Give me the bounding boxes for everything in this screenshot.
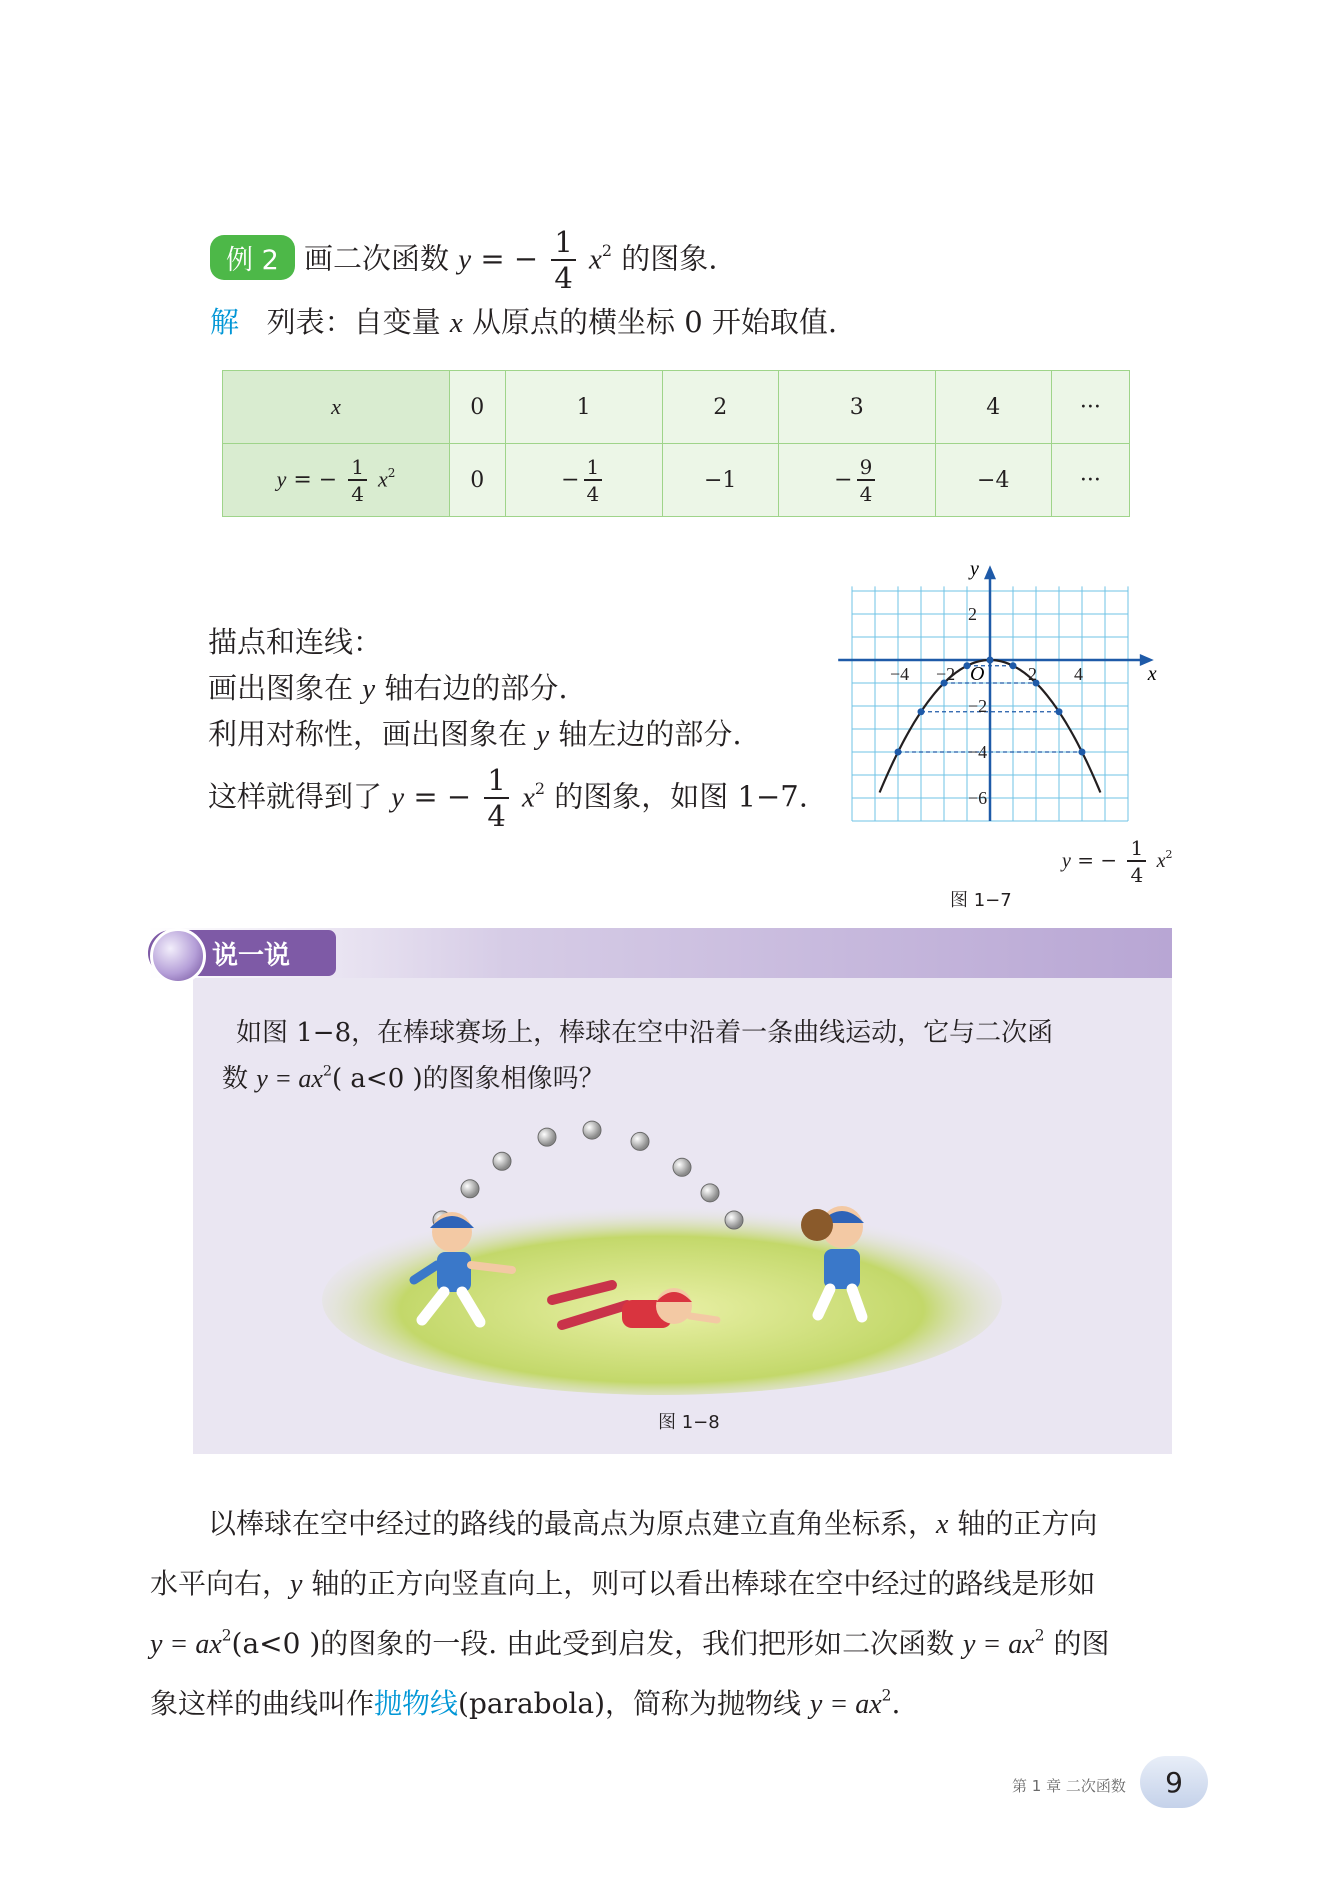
table-header-x: x (223, 371, 450, 444)
baseball (673, 1158, 691, 1176)
say-paragraph-line-2: 数 $y = ax^2$( a<0 )的图象相像吗？ (222, 1063, 605, 1094)
figure-1-7-caption: 图 1−7 (950, 890, 1012, 911)
say-label: 说一说 (148, 930, 336, 976)
example-heading (210, 225, 718, 295)
closing-line-1: 以棒球在空中经过的路线的最高点为原点建立直角坐标系，x 轴的正方向 (208, 1507, 1098, 1540)
data-point (987, 657, 994, 664)
table-cell: ··· (1051, 444, 1129, 517)
x-tick-label: 4 (1074, 664, 1083, 684)
table-cell: − $\frac{9}{4}$ (778, 444, 935, 517)
x-tick-label: 2 (1028, 664, 1037, 684)
origin-label: O (970, 663, 985, 685)
baseball (701, 1184, 719, 1202)
plot-line-4: 这样就得到了 y = − $\frac{1}{4}$ $x^2$ 的图象，如图 1−7. (208, 763, 808, 833)
data-point (1010, 662, 1017, 669)
parabola-term: 抛物线 (374, 1687, 459, 1720)
example-eq-sign: = − (480, 241, 539, 276)
plot-line-1: 描点和连线： (208, 625, 383, 659)
baseball (538, 1128, 556, 1146)
table-cell: −4 (935, 444, 1051, 517)
baseball (461, 1180, 479, 1198)
table-cell: 0 (450, 444, 506, 517)
say-paragraph-line-1: 如图 1−8，在棒球赛场上，棒球在空中沿着一条曲线运动，它与二次函 (236, 1018, 1054, 1048)
graph-axes (838, 565, 1154, 821)
baseball (631, 1132, 649, 1150)
say-icon (150, 928, 206, 984)
data-point (1079, 749, 1086, 756)
closing-line-3: $y = ax^2(a<0$ )的图象的一段. 由此受到启发，我们把形如二次函数 $y = ax^2$ 的图 (150, 1626, 1110, 1660)
table-cell: 2 (662, 371, 778, 444)
baseball-illustration (322, 1100, 1002, 1400)
closing-line-4: 象这样的曲线叫作抛物线(parabola)，简称为抛物线 $y = ax^2$. (150, 1686, 901, 1720)
curve-label: y = − $\frac{1}{4}$ $x^2$ (1062, 836, 1173, 887)
example-fraction: $\frac{1}{4}$ (551, 228, 575, 293)
solution-var: x (449, 307, 463, 339)
example-eq-x: x (589, 243, 602, 276)
y-tick-label: 2 (968, 604, 977, 624)
table-cell: 3 (778, 371, 935, 444)
example-badge: 例 2 (210, 235, 295, 280)
baseball (583, 1121, 601, 1139)
x-tick-label: −2 (936, 664, 956, 684)
example-text: 画二次函数 (303, 241, 449, 276)
table-cell: − $\frac{1}{4}$ (505, 444, 662, 517)
value-table (222, 370, 1130, 517)
table-row (223, 371, 1130, 444)
y-axis-label: y (970, 558, 979, 581)
data-point (1056, 708, 1063, 715)
page-number: 9 (1140, 1756, 1208, 1808)
table-cell: ··· (1051, 371, 1129, 444)
data-point (895, 749, 902, 756)
solution-label: 解 (210, 305, 240, 339)
example-eq-y: y (458, 243, 472, 276)
y-tick-label: −4 (968, 742, 988, 762)
y-axis-arrow (984, 565, 996, 579)
baseball (725, 1211, 743, 1229)
example-text-after: 的图象. (621, 241, 718, 276)
solution-text: 列表：自变量 (266, 305, 441, 339)
plot-line-2: 画出图象在 y 轴右边的部分. (208, 671, 568, 705)
solution-text2: 从原点的横坐标 0 开始取值. (472, 305, 838, 339)
table-cell: 4 (935, 371, 1051, 444)
table-cell: 0 (450, 371, 506, 444)
baseball (493, 1152, 511, 1170)
y-tick-label: −2 (968, 696, 988, 716)
figure-1-8-caption: 图 1−8 (658, 1412, 720, 1433)
table-cell: 1 (505, 371, 662, 444)
x-tick-label: −4 (890, 664, 910, 684)
closing-line-2: 水平向右，y 轴的正方向竖直向上，则可以看出棒球在空中经过的路线是形如 (150, 1567, 1096, 1600)
data-point (918, 708, 925, 715)
plot-line-3: 利用对称性，画出图象在 y 轴左边的部分. (208, 717, 742, 751)
chapter-footer: 第 1 章 二次函数 (1012, 1777, 1126, 1795)
y-tick-label: −6 (968, 788, 988, 808)
solution-line (210, 300, 837, 341)
x-axis-label: x (1147, 663, 1157, 685)
example-eq-exp: 2 (601, 240, 613, 260)
table-cell: −1 (662, 444, 778, 517)
table-row (223, 444, 1130, 517)
table-header-y: y = − $\frac{1}{4}$ $x^2$ (223, 444, 450, 517)
